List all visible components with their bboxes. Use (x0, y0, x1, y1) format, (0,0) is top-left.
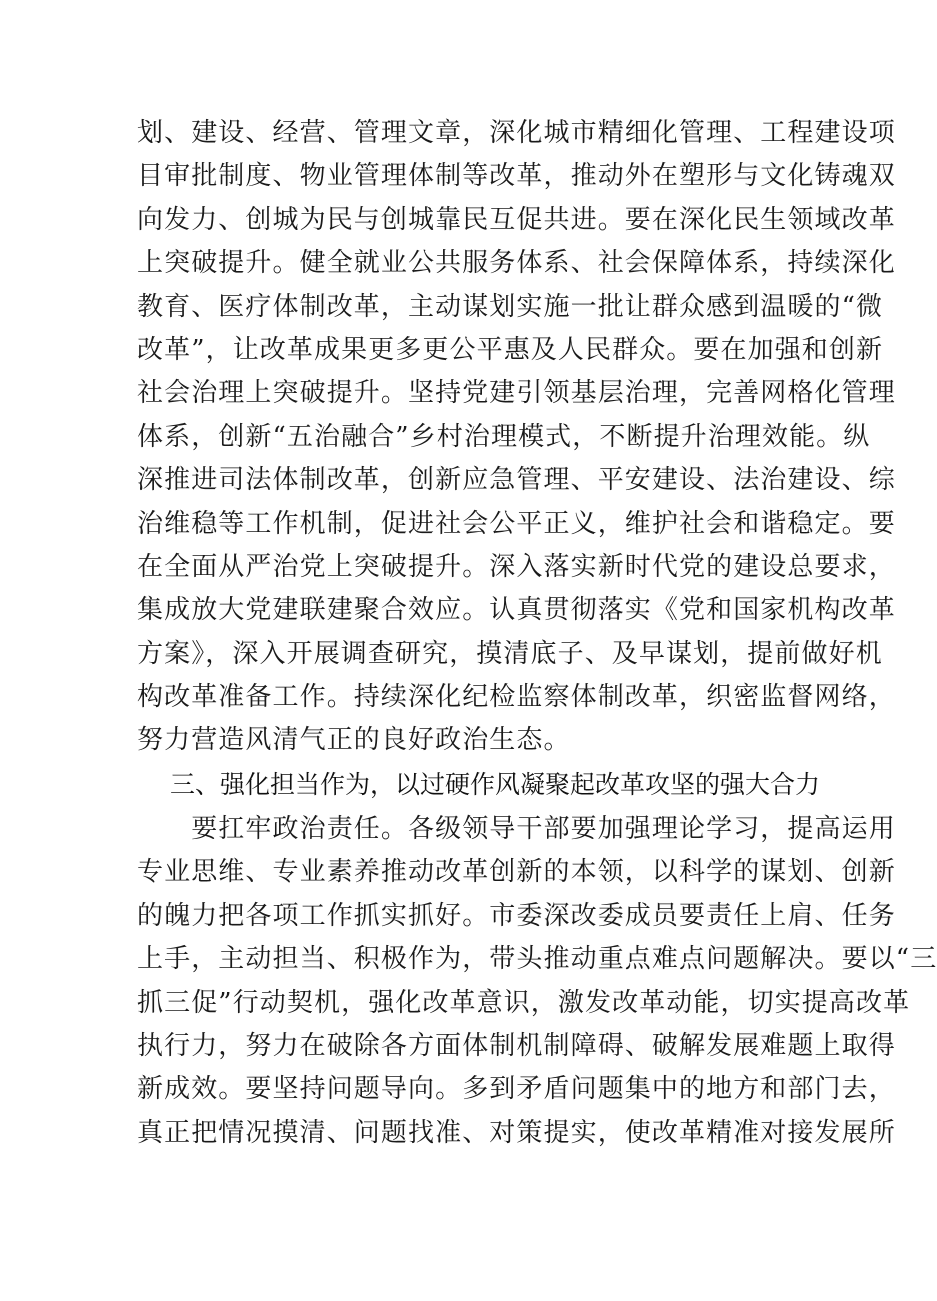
text-line: 体系，创新“五治融合”乡村治理模式，不断提升治理效能。纵 (137, 421, 871, 452)
body-paragraph-section-two (137, 112, 896, 763)
text-line: 在全面从严治党上突破提升。深入落实新时代党的建设总要求， (137, 551, 896, 582)
text-line: 努力营造风清气正的良好政治生态。 (137, 725, 571, 756)
text-line: 治维稳等工作机制，促进社会公平正义，维护社会和谐稳定。要 (137, 508, 896, 539)
body-paragraph-section-three (137, 808, 937, 1155)
text-line: 方案》，深入开展调查研究，摸清底子、及早谋划，提前做好机 (137, 638, 883, 669)
text-line: 深推进司法体制改革，创新应急管理、平安建设、法治建设、综 (137, 465, 896, 496)
text-line: 构改革准备工作。持续深化纪检监察体制改革，织密监督网络， (137, 682, 896, 713)
text-line: 上突破提升。健全就业公共服务体系、社会保障体系，持续深化 (137, 248, 896, 279)
text-line: 专业思维、专业素养推动改革创新的本领，以科学的谋划、创新 (137, 857, 896, 888)
text-line: 新成效。要坚持问题导向。多到矛盾问题集中的地方和部门去， (137, 1074, 896, 1105)
text-line: 执行力，努力在破除各方面体制机制障碍、破解发展难题上取得 (137, 1030, 896, 1061)
section-three-heading: 三、强化担当作为，以过硬作风凝聚起改革攻坚的强大合力 (170, 770, 821, 799)
text-line: 划、建设、经营、管理文章，深化城市精细化管理、工程建设项 (137, 118, 896, 148)
text-line: 向发力、创城为民与创城靠民互促共进。要在深化民生领域改革 (137, 204, 896, 235)
text-line: 集成放大党建联建聚合效应。认真贯彻落实《党和国家机构改革 (137, 595, 896, 626)
text-line: 要扛牢政治责任。各级领导干部要加强理论学习，提高运用 (137, 814, 896, 844)
text-line: 改革”，让改革成果更多更公平惠及人民群众。要在加强和创新 (137, 334, 884, 365)
text-line: 目审批制度、物业管理体制等改革，推动外在塑形与文化铸魂双 (137, 161, 896, 192)
text-line: 抓三促”行动契机，强化改革意识，激发改革动能，切实提高改革 (137, 987, 911, 1018)
text-line: 社会治理上突破提升。坚持党建引领基层治理，完善网格化管理 (137, 378, 896, 409)
text-line: 真正把情况摸清、问题找准、对策提实，使改革精准对接发展所 (137, 1117, 896, 1148)
text-line: 的魄力把各项工作抓实抓好。市委深改委成员要责任上肩、任务 (137, 900, 896, 931)
text-line: 上手，主动担当、积极作为，带头推动重点难点问题解决。要以“三 (137, 944, 937, 975)
text-line: 教育、医疗体制改革，主动谋划实施一批让群众感到温暖的“微 (137, 291, 884, 322)
